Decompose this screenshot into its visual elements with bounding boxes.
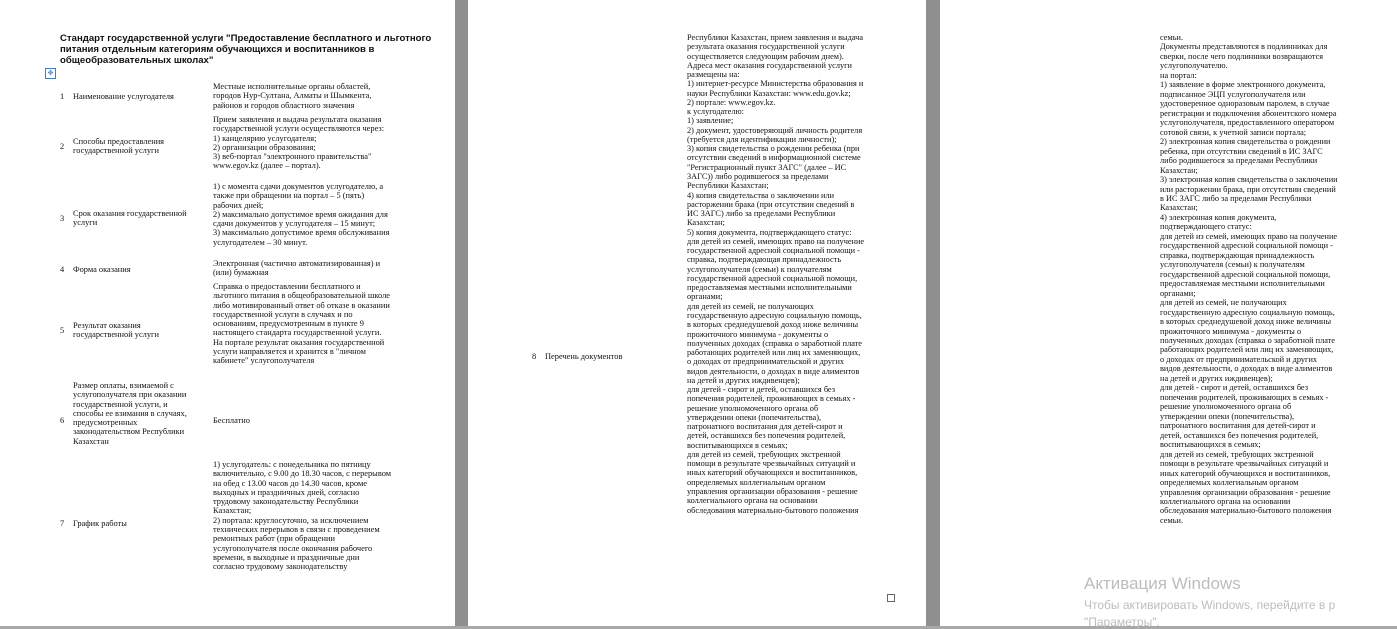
row-7-value: 1) услугодатель: с понедельника по пятницу включительно, с 9.00 до 18.30 часов, с перерывом на обед с 13.00 часов до 14.30 часов, кроме выходных и праздничных дней, согласно трудовому законодательству Республики Казахстан; 2) портала: круглосуточно, за исключением технических перерывов в связи с проведением ремонтных работ (при обращении услугополучателя после окончания рабочего времени, в выходные и праздничные дни согласно трудовому законодательству bbox=[213, 460, 392, 572]
row-8-number: 8 bbox=[532, 352, 537, 361]
windows-activation-settings-text: "Параметры". bbox=[1084, 615, 1160, 629]
row-5-name: Результат оказания государственной услуги bbox=[73, 321, 159, 340]
row-1-value: Местные исполнительные органы областей, городов Нур-Султана, Алматы и Шымкента, районов и городов областного значения bbox=[213, 82, 372, 110]
row-3-value: 1) с момента сдачи документов услугодателю, а также при обращении на портал – 5 (пять) рабочих дней; 2) максимально допустимое время ожидания для сдачи документов у услугодателя – 15 минут; 3) максимально допустимое время обслуживания услугодателем – 30 минут. bbox=[213, 182, 390, 247]
row-1-name: Наименование услугодателя bbox=[73, 92, 174, 101]
row-5-value: Справка о предоставлении бесплатного и льготного питания в общеобразовательной школе либо мотивированный ответ об отказе в оказании государственной услуги в случаях и по основаниям, предусмотренным в пункте 9 настоящего стандарта государственной услуги. На портале результат оказания государственной услуги направляется и хранится в "личном кабинете" услугополучателя bbox=[213, 282, 390, 366]
table-resize-handle[interactable] bbox=[887, 594, 895, 602]
windows-activation-title: Активация Windows bbox=[1084, 574, 1241, 593]
row-7-name: График работы bbox=[73, 519, 127, 528]
row-6-name: Размер оплаты, взимаемой с услугополучателя при оказании государственной услуги, и способы ее взимания в случаях, предусмотренных законодательством Республики Казахстан bbox=[73, 381, 187, 446]
document-page-1[interactable] bbox=[0, 0, 455, 626]
document-page-2[interactable] bbox=[468, 0, 926, 626]
row-7-number: 7 bbox=[60, 519, 65, 528]
row-1-number: 1 bbox=[60, 92, 65, 101]
row-3-name: Срок оказания государственной услуги bbox=[73, 209, 187, 228]
windows-activation-text: Чтобы активировать Windows, перейдите в р bbox=[1084, 598, 1336, 612]
row-2-value: Прием заявления и выдача результата оказания государственной услуги осуществляются через: 1) канцелярию услугодателя; 2) организации образования; 3) веб-портал "электронного правительства" www.egov.kz (далее – портал). bbox=[213, 115, 385, 171]
page-gutter-right bbox=[926, 0, 940, 626]
row-4-name: Форма оказания bbox=[73, 265, 131, 274]
row-2-name: Способы предоставления государственной услуги bbox=[73, 137, 165, 156]
page-gutter-left bbox=[455, 0, 468, 626]
documents-continued-text: семьи. Документы представляются в подлинниках для сверки, после чего подлинники возвращаются услугополучателю. на портал: 1) заявление в форме электронного документа, подписанное ЭЦП услугополучателя или удостоверенное одноразовым паролем, в случае регистрации и подключения абонентского номера услугополучателя, предоставленного оператором сотовой связи, к учетной записи портала; 2) электронная копия свидетельства о рождении ребенка, при отсутствии сведений в ИС ЗАГС либо родившегося за пределами Республики Казахстан; 3) электронная копия свидетельства о заключении или расторжении брака, при отсутствии сведений в ИС ЗАГС либо за пределами Республики Казахстан; 4) электронная копия документа, подтверждающего статус: для детей из семей, имеющих право на получение государственной адресной социальной помощи - справка, подтверждающая принадлежность услугополучателя (семьи) к получателям государственной адресной социальной помощи, предоставляемая местными исполнительными органами; для детей из семей, не получающих государственную адресную социальную помощь, в которых среднедушевой доход ниже величины прожиточного минимума - документы о полученных доходах (справка о заработной плате работающих родителей или лиц их заменяющих, о доходах от предпринимательской и других видов деятельности, о доходах в виде алиментов на детей и других иждивенцев); для детей - сирот и детей, оставшихся без попечения родителей, проживающих в семьях - решение уполномоченного органа об утверждении опеки (попечительства), патронатного воспитания для детей-сирот и детей, оставшихся без попечения родителей, воспитывающихся в семьях; для детей из семей, требующих экстренной помощи в результате чрезвычайных ситуаций и иных категорий обучающихся и воспитанников, определяемых коллегиальным органом управления организации образования - решение коллегиального органа на основании обследования материально-бытового положения семьи. bbox=[1160, 33, 1338, 525]
row-6-value: Бесплатно bbox=[213, 416, 250, 425]
row-5-number: 5 bbox=[60, 326, 65, 335]
row-6-number: 6 bbox=[60, 416, 65, 425]
table-move-handle-icon[interactable]: ✥ bbox=[45, 68, 56, 79]
row-4-value: Электронная (частично автоматизированная) и (или) бумажная bbox=[213, 259, 381, 278]
row-8-name: Перечень документов bbox=[545, 352, 623, 361]
row-8-documents-text: Республики Казахстан, прием заявления и выдача результата оказания государственной услуги осуществляется следующим рабочим днем). Адреса мест оказания государственной услуги размещены на: 1) интернет-ресурсе Министерства образования и науки Республики Казахстан: www.edu.gov.kz; 2) портале: www.egov.kz. к услугодателю: 1) заявление; 2) документ, удостоверяющий личность родителя (требуется для идентификации личности); 3) копия свидетельства о рождении ребенка (при отсутствии сведений в информационной системе "Регистрационный пункт ЗАГС" (далее – ИС ЗАГС)) либо родившегося за пределами Республики Казахстан; 4) копия свидетельства о заключении или расторжении брака (при отсутствии сведений в ИС ЗАГС) либо за пределами Республики Казахстан; 5) копия документа, подтверждающего статус: для детей из семей, имеющих право на получение государственной адресной социальной помощи - справка, подтверждающая принадлежность услугополучателя (семьи) к получателям государственной адресной социальной помощи, предоставляемая местными исполнительными органами; для детей из семей, не получающих государственную адресную социальную помощь, в которых среднедушевой доход ниже величины прожиточного минимума - документы о полученных доходах (справка о заработной плате работающих родителей или лиц их заменяющих, о доходах от предпринимательской и других видов деятельности, о доходах в виде алиментов на детей и других иждивенцев); для детей - сирот и детей, оставшихся без попечения родителей, проживающих в семьях - решение уполномоченного органа об утверждении опеки (попечительства), патронатного воспитания для детей-сирот и детей, оставшихся без попечения родителей, воспитывающихся в семьях; для детей из семей, требующих экстренной помощи в результате чрезвычайных ситуаций и иных категорий обучающихся и воспитанников, определяемых коллегиальным органом управления организации образования - решение коллегиального органа на основании обследования материально-бытового положения bbox=[687, 33, 865, 515]
row-2-number: 2 bbox=[60, 142, 65, 151]
document-page-3[interactable] bbox=[940, 0, 1397, 626]
row-3-number: 3 bbox=[60, 214, 65, 223]
document-title: Стандарт государственной услуги "Предоставление бесплатного и льготного питания отдельным категориям обучающихся и воспитанников в общеобразовательных школах" bbox=[60, 33, 432, 66]
row-4-number: 4 bbox=[60, 265, 65, 274]
